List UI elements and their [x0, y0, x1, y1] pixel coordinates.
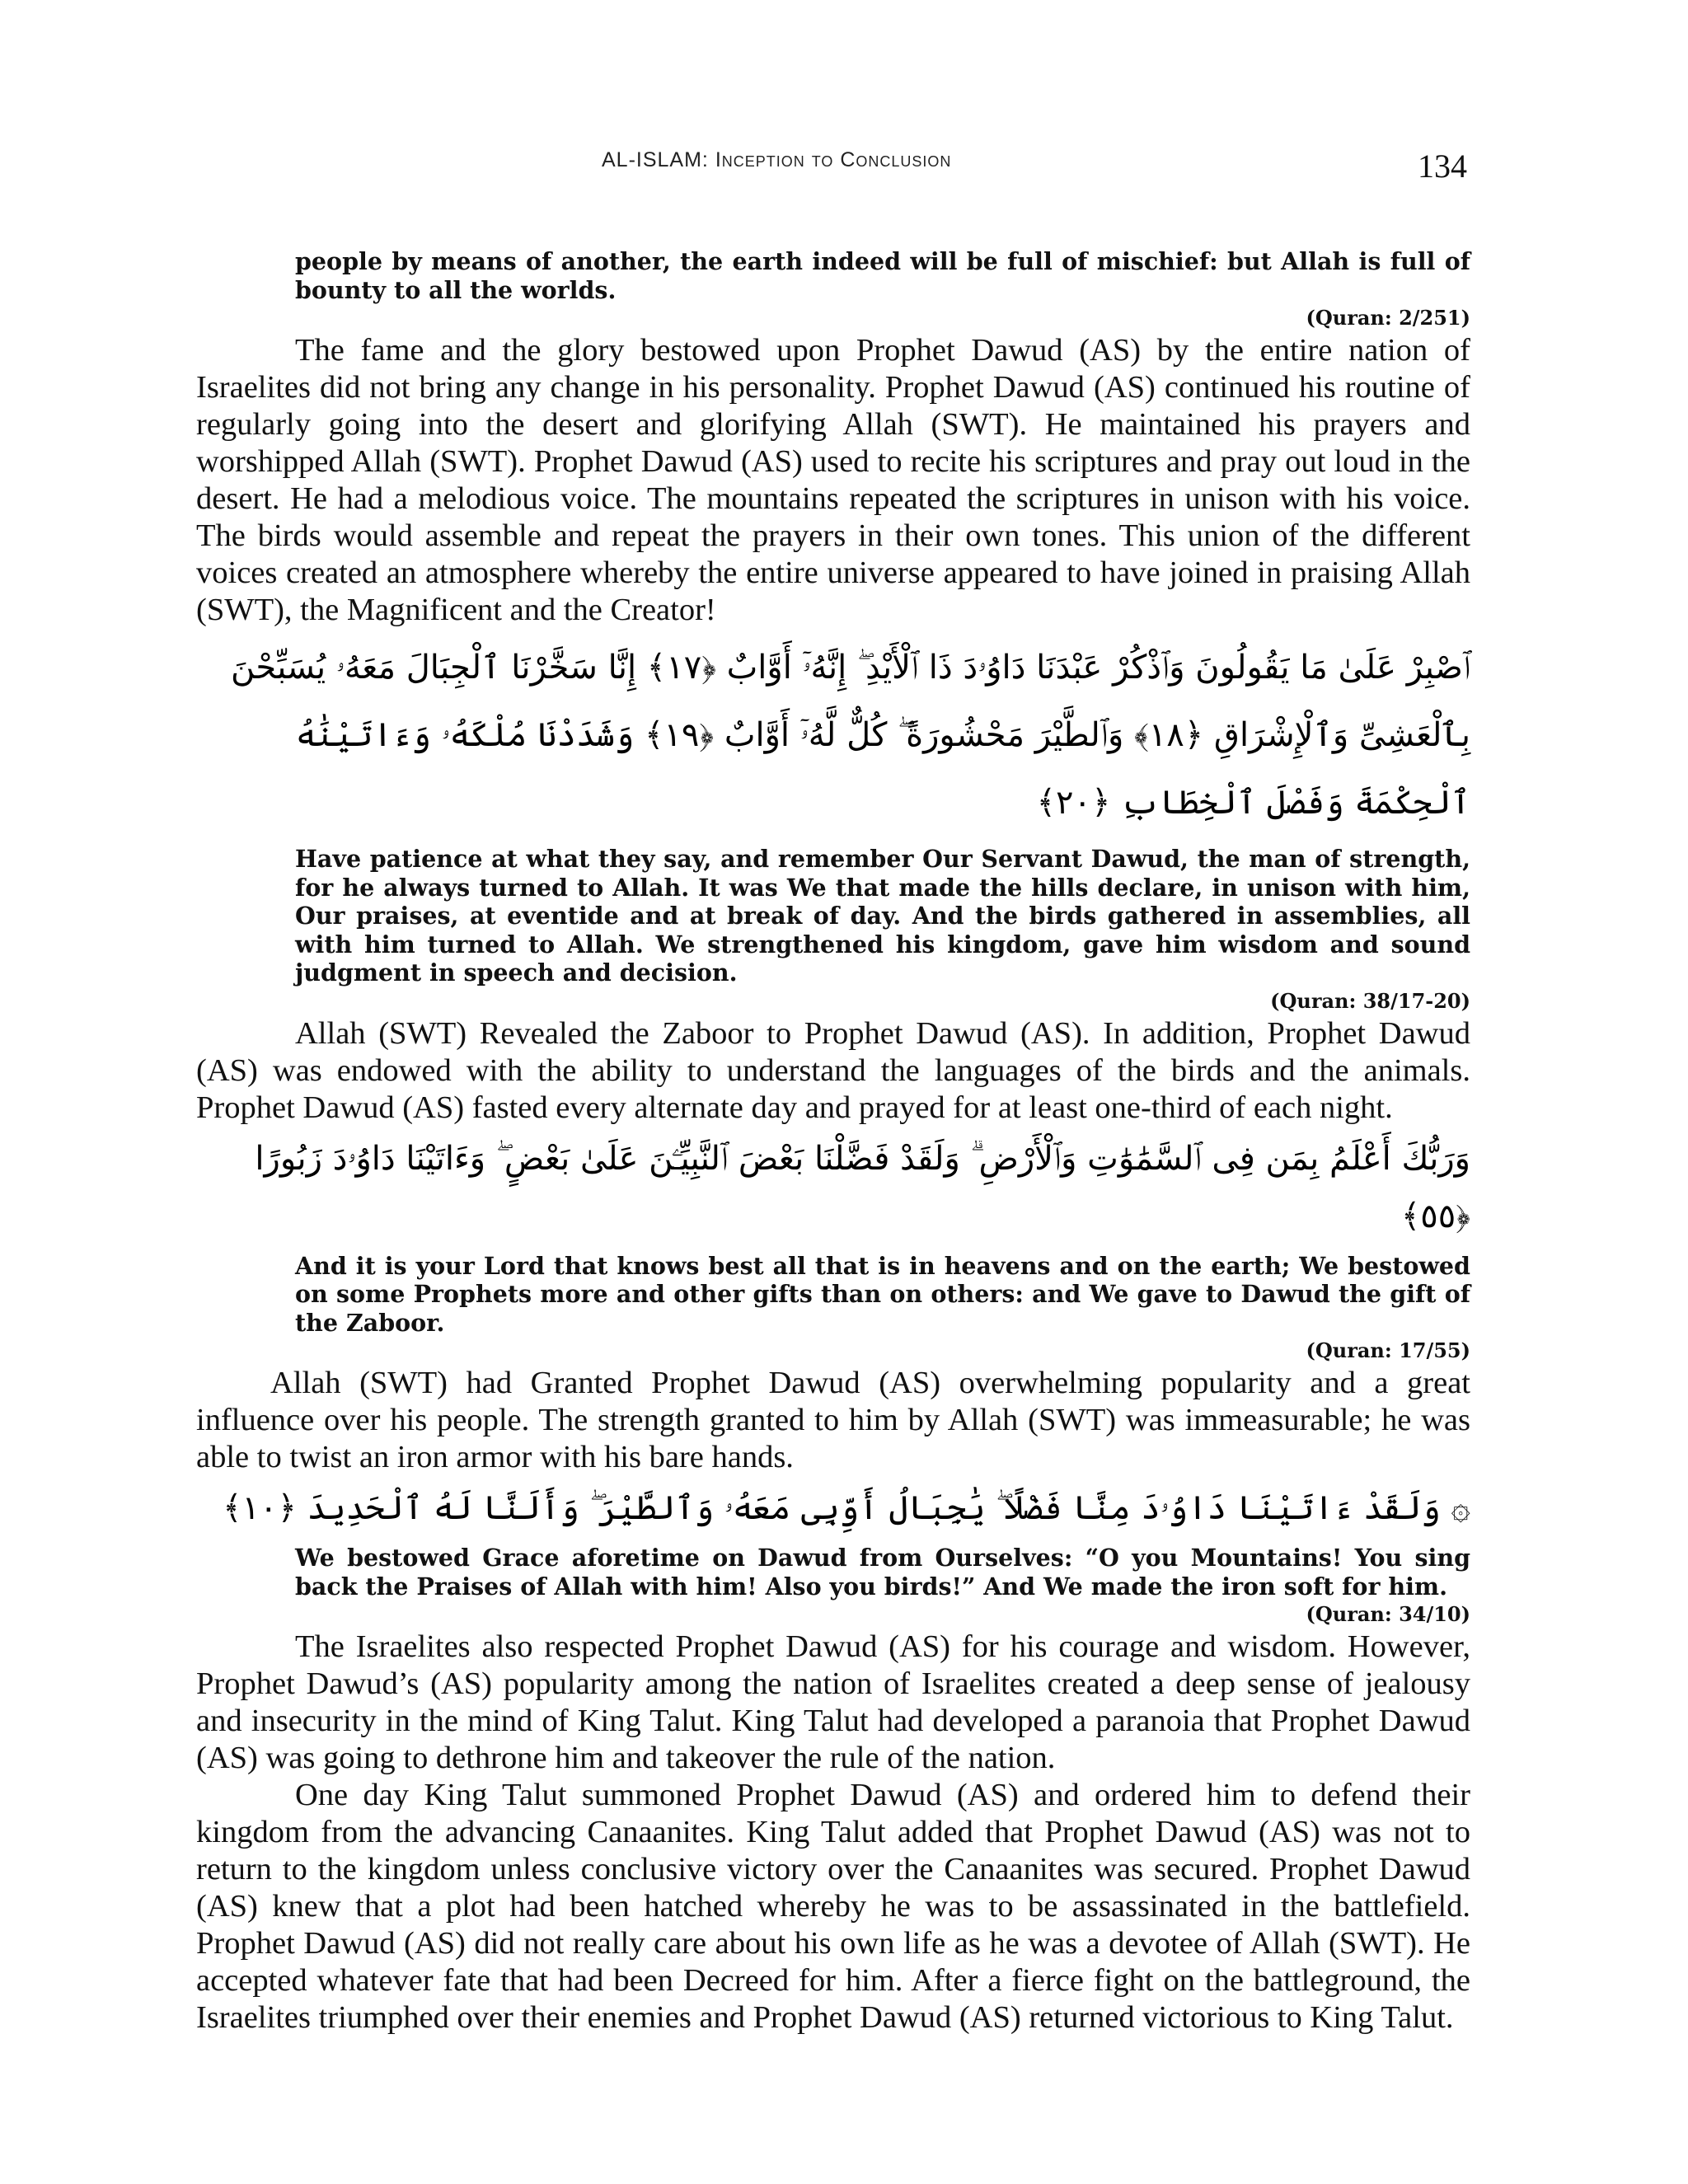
body-paragraph: Allah (SWT) Revealed the Zaboor to Prophet Dawud (AS). In addition, Prophet Dawud (AS) was endowed with the ability to understand the languages of the birds and the animals. Prophet Dawud (AS) fasted every alternate day and prayed for at least one-third of each night. — [196, 1015, 1470, 1125]
arabic-verse: ۞ وَلَقَدْ ءَاتَيْنَا دَاوُۥدَ مِنَّا فَضْلًا ۖ يَٰجِبَالُ أَوِّبِى مَعَهُۥ وَٱلطَّيْرَ ۖ وَأَلَنَّا لَهُ ٱلْحَدِيدَ ﴿١٠﴾ — [223, 1489, 1470, 1527]
body-paragraph: The fame and the glory bestowed upon Prophet Dawud (AS) by the entire nation of Israelites did not bring any change in his personality. Prophet Dawud (AS) continued his routine of regularly going into the desert and glorifying Allah (SWT). He maintained his prayers and worshipped Allah (SWT). Prophet Dawud (AS) used to recite his scriptures and pray out loud in the desert. He had a melodious voice. The mountains repeated the scriptures in unison with his voice. The birds would assemble and repeat the prayers in their own tones. This union of the different voices created an atmosphere whereby the entire universe appeared to have joined in praising Allah (SWT), the Magnificent and the Creator! — [196, 333, 1470, 627]
quran-translation: We bestowed Grace aforetime on Dawud from Ourselves: “O you Mountains! You sing back the Praises of Allah with him! Also you birds!” And We made the iron soft for him. — [295, 1544, 1470, 1601]
page-number: 134 — [1418, 148, 1467, 185]
running-header: AL-ISLAM: Inception to Conclusion — [602, 148, 952, 171]
quran-reference: (Quran: 17/55) — [1306, 1338, 1470, 1362]
body-paragraph: The Israelites also respected Prophet Dawud (AS) for his courage and wisdom. However, Prophet Dawud’s (AS) popularity among the nation of Israelites created a deep sense of jealousy and insecurity in the mind of King Talut. King Talut had developed a paranoia that Prophet Dawud (AS) was going to dethrone him and takeover the rule of the nation. — [196, 1629, 1470, 1775]
quran-reference: (Quran: 38/17-20) — [1270, 988, 1470, 1013]
quran-translation: And it is your Lord that knows best all that is in heavens and on the earth; We bestowed on some Prophets more and other gifts than on others: and We gave to Dawud the gift of the Zaboor. — [295, 1251, 1470, 1337]
arabic-verse: وَرَبُّكَ أَعْلَمُ بِمَن فِى ٱلسَّمَٰوَٰتِ وَٱلْأَرْضِ ۗ وَلَقَدْ فَضَّلْنَا بَعْضَ ٱلنَّبِيِّـۧنَ عَلَىٰ بَعْضٍ ۖ وَءَاتَيْنَا دَاوُۥدَ زَبُورًا ﴿٥٥﴾ — [255, 1139, 1470, 1235]
body-paragraph: Allah (SWT) had Granted Prophet Dawud (AS) overwhelming popularity and a great influence over his people. The strength granted to him by Allah (SWT) was immeasurable; he was able to twist an iron armor with his bare hands. — [196, 1366, 1470, 1474]
quran-reference: (Quran: 34/10) — [1306, 1602, 1470, 1626]
page-body — [196, 247, 1470, 2036]
quran-translation: Have patience at what they say, and remember Our Servant Dawud, the man of strength, for he always turned to Allah. It was We that made the hills declare, in unison with him, Our praises, at eventide and at break of day. And the birds gathered in assemblies, all with him turned to Allah. We strengthened his kingdom, gave him wisdom and sound judgment in speech and decision. — [295, 845, 1470, 987]
body-paragraph: One day King Talut summoned Prophet Dawud (AS) and ordered him to defend their kingdom from the advancing Canaanites. King Talut added that Prophet Dawud (AS) was not to return to the kingdom unless conclusive victory over the Canaanites was secured. Prophet Dawud (AS) knew that a plot had been hatched whereby he was to be assassinated in the battlefield. Prophet Dawud (AS) did not really care about his own life as he was a devotee of Allah (SWT). He accepted whatever fate that had been Decreed for him. After a fierce fight on the battleground, the Israelites triumphed over their enemies and Prophet Dawud (AS) returned victorious to King Talut. — [196, 1778, 1470, 2035]
quran-reference: (Quran: 2/251) — [1306, 306, 1470, 330]
arabic-verse: ٱصْبِرْ عَلَىٰ مَا يَقُولُونَ وَٱذْكُرْ عَبْدَنَا دَاوُۥدَ ذَا ٱلْأَيْدِ ۖ إِنَّهُۥٓ أَوَّابٌ ﴿١٧﴾ إِنَّا سَخَّرْنَا ٱلْجِبَالَ مَعَهُۥ يُسَبِّحْنَ بِٱلْعَشِىِّ وَٱلْإِشْرَاقِ ﴿١٨﴾ وَٱلطَّيْرَ مَحْشُورَةً ۖ كُلٌّ لَّهُۥٓ أَوَّابٌ ﴿١٩﴾ وَشَدَدْنَا مُلْكَهُۥ وَءَاتَيْنَٰهُ ٱلْحِكْمَةَ وَفَصْلَ ٱلْخِطَابِ ﴿٢٠﴾ — [230, 649, 1470, 822]
quran-translation: people by means of another, the earth indeed will be full of mischief: but Allah is full of bounty to all the worlds. — [295, 247, 1470, 304]
